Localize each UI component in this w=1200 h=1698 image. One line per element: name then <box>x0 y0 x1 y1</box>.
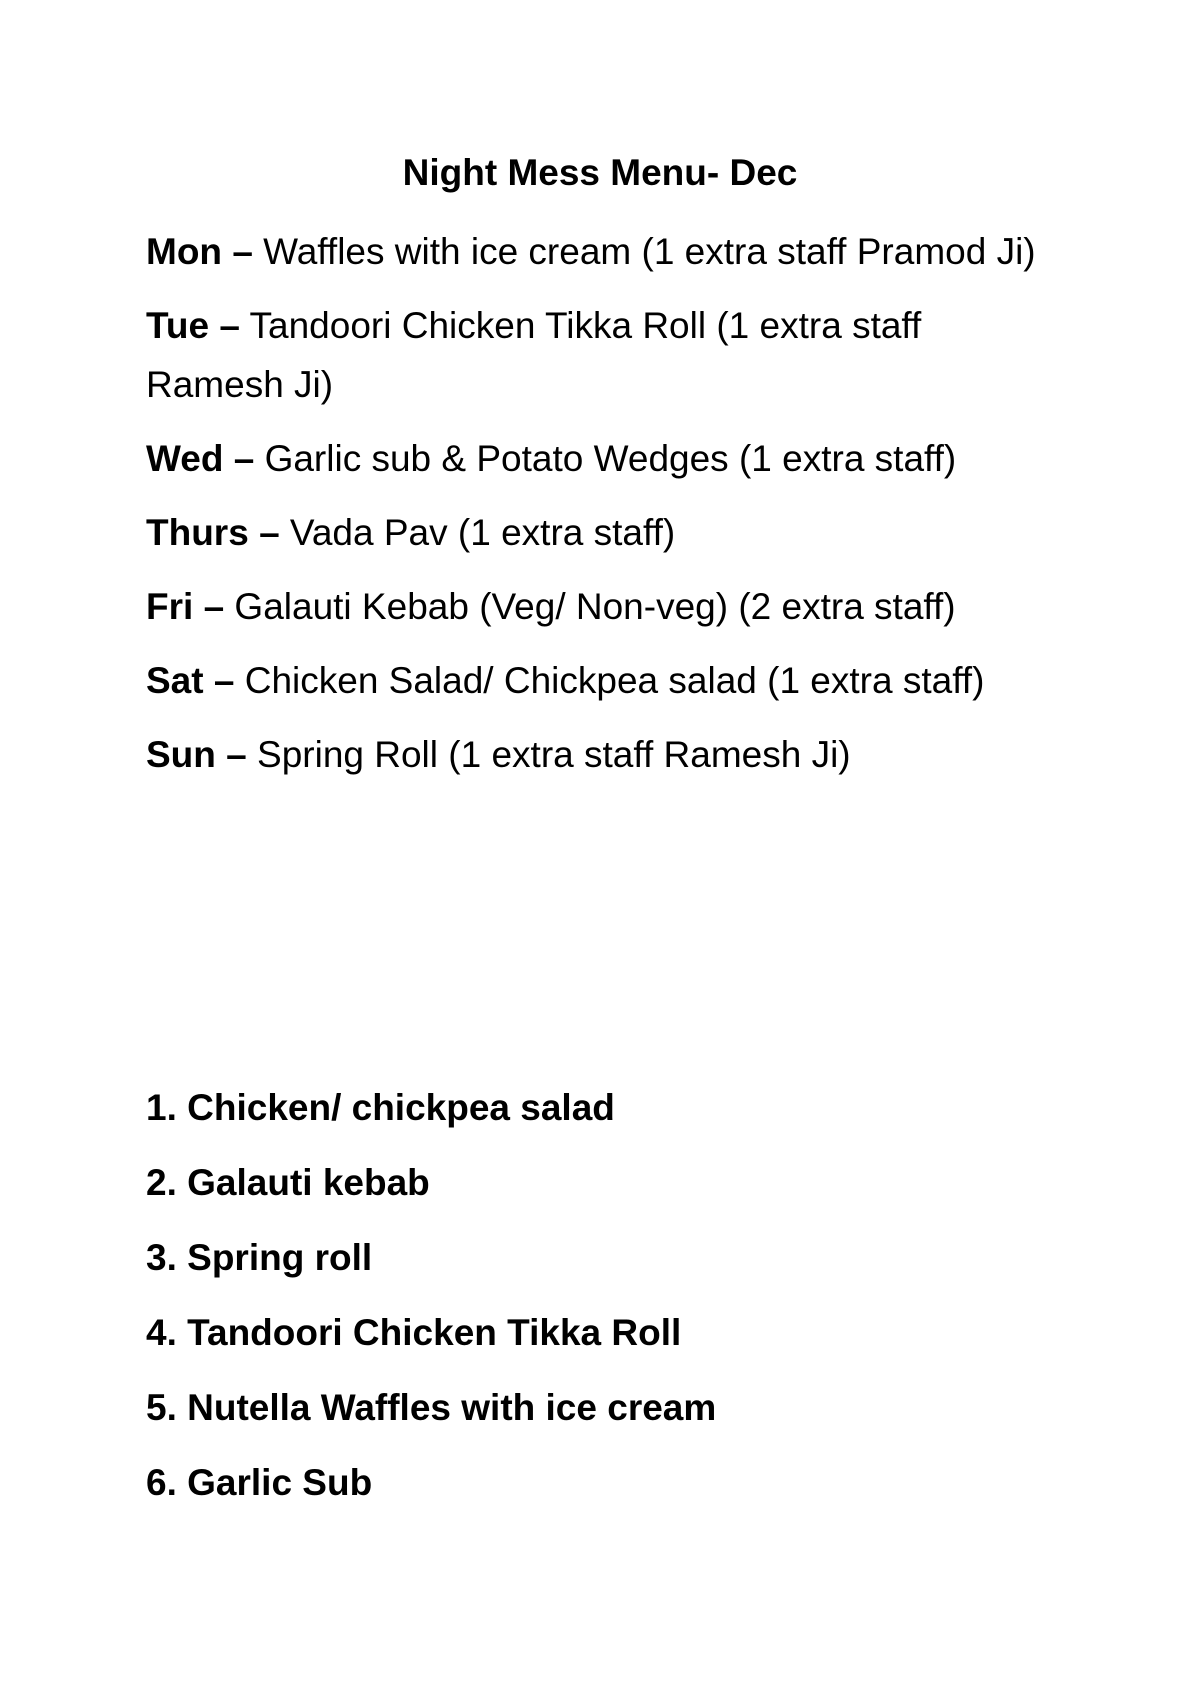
menu-item-fri <box>146 577 1066 636</box>
dash: – <box>233 438 255 479</box>
numbered-item: 4. Tandoori Chicken Tikka Roll <box>146 1312 682 1353</box>
numbered-item: 5. Nutella Waffles with ice cream <box>146 1387 717 1428</box>
menu-item-text: Waffles with ice cream (1 extra staff Pramod Ji) <box>263 231 1036 272</box>
day-label: Fri <box>146 586 194 627</box>
menu-item-text: Chicken Salad/ Chickpea salad (1 extra staff) <box>244 660 985 701</box>
menu-item-text: Vada Pav (1 extra staff) <box>289 512 676 553</box>
menu-item-sun <box>146 725 1066 784</box>
menu-item-text: Garlic sub & Potato Wedges (1 extra staff) <box>264 438 957 479</box>
page-title: Night Mess Menu- Dec <box>402 152 798 193</box>
menu-item-sat <box>146 651 1066 710</box>
day-label: Thurs <box>146 512 249 553</box>
day-label: Sat <box>146 660 204 701</box>
dash: – <box>232 231 253 272</box>
dash: – <box>226 734 247 775</box>
numbered-item: 6. Garlic Sub <box>146 1462 373 1503</box>
menu-item-text: Spring Roll (1 extra staff Ramesh Ji) <box>257 734 851 775</box>
dash: – <box>259 512 280 553</box>
numbered-item: 1. Chicken/ chickpea salad <box>146 1087 615 1128</box>
dash: – <box>203 586 225 627</box>
numbered-item: 2. Galauti kebab <box>146 1162 430 1203</box>
menu-item-mon <box>146 222 1066 281</box>
menu-item-text: Tandoori Chicken Tikka Roll (1 extra staff Ramesh Ji) <box>146 305 922 405</box>
numbered-item: 3. Spring roll <box>146 1237 373 1278</box>
numbered-dish-list <box>146 1085 1066 1535</box>
day-label: Sun <box>146 734 216 775</box>
day-label: Wed <box>146 438 224 479</box>
day-label: Tue <box>146 305 210 346</box>
weekly-menu-list <box>146 222 1066 799</box>
menu-item-thurs <box>146 503 1066 562</box>
menu-item-tue <box>146 296 1066 414</box>
dash: – <box>219 305 240 346</box>
menu-item-text: Galauti Kebab (Veg/ Non-veg) (2 extra staff) <box>234 586 956 627</box>
menu-item-wed <box>146 429 1066 488</box>
dash: – <box>213 660 235 701</box>
day-label: Mon <box>146 231 223 272</box>
